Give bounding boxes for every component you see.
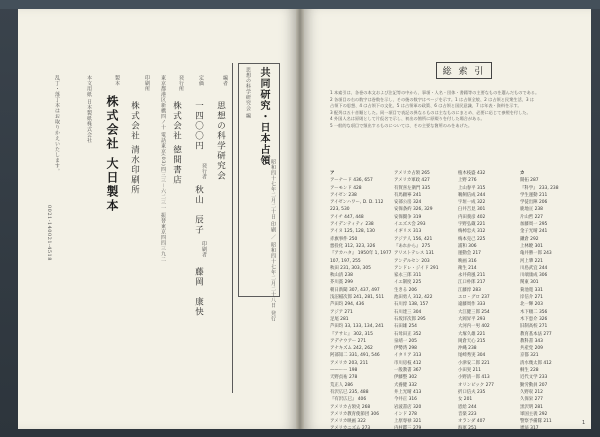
index-entry: 運動会 217 xyxy=(458,251,481,257)
index-entry: 石坂洋次郎 295 xyxy=(394,316,426,322)
index-entry: 木下順二 356 xyxy=(520,309,548,315)
index-columns xyxy=(330,170,576,432)
index-entry: 大河内一男 402 xyxy=(458,324,490,330)
index-entry: 『アカハタ』 1950年 1, 1977 xyxy=(330,251,392,257)
index-entry: アンデルセン 203 xyxy=(394,258,430,264)
book-code: 0021-140021-4518 xyxy=(46,205,52,261)
index-entry: 衛生 214 xyxy=(458,265,477,271)
index-entry: 久保栄 277 xyxy=(520,397,543,403)
index-entry: アーモンド 428 xyxy=(330,185,362,191)
index-entry: 内村鑑三 279 xyxy=(394,426,422,432)
index-entry: アメリカニズム 273 xyxy=(330,426,371,432)
index-entry: エロ・グロ 237 xyxy=(458,295,490,301)
index-entry: 家永三郎 311 xyxy=(394,273,422,279)
index-entry: 警察予備隊 211 xyxy=(520,419,552,425)
index-entry: 宇垣一成 322 xyxy=(458,200,486,206)
index-entry: アジア 271 xyxy=(330,309,353,315)
index-entry: 荒正人 286 xyxy=(330,382,353,388)
editor-name: 思想の科学研究会 xyxy=(215,101,226,181)
index-entry: 有沢広巳 235, 488 xyxy=(330,389,369,395)
index-entry: 江口朴郎 217 xyxy=(458,280,486,286)
index-entry: 鹿地亘 238 xyxy=(520,207,543,213)
index-entry: 映画 316 xyxy=(458,258,477,264)
index-entry: アイヌ 125, 128, 130 xyxy=(330,229,375,235)
index-entry: アイゼン 238 xyxy=(330,192,357,198)
editor-label: 編者 xyxy=(222,75,228,86)
index-entry: 鎌倉 292 xyxy=(520,236,539,242)
binder-name: 株式会社 大日製本 xyxy=(105,95,119,214)
index-entry: アメリカ映画 322 xyxy=(330,419,366,425)
index-entry: 浦和 306 xyxy=(458,243,477,249)
print-house-label: 印刷所 xyxy=(144,75,150,92)
binder-label: 製本 xyxy=(114,75,120,86)
index-entry: 梅棹忠夫 312 xyxy=(458,229,486,235)
index-entry: アメリカ 203, 211 xyxy=(330,360,369,366)
index-entry: 安保闘争 319 xyxy=(394,214,422,220)
index-entry: 折口信夫 235 xyxy=(458,389,486,395)
index-entry: 黒沢明 281 xyxy=(520,404,543,410)
book-gutter xyxy=(296,9,304,429)
index-entry: 223, 530 xyxy=(330,207,350,213)
index-entry: 川島武宜 244 xyxy=(520,265,548,271)
index-section-head: カ xyxy=(520,171,525,176)
index-entry: 阿部知二 331, 491, 546 xyxy=(330,353,380,359)
divider xyxy=(232,63,233,393)
index-entry: オランダ 407 xyxy=(458,419,486,425)
index-entry: 大岡昇平 293 xyxy=(458,316,486,322)
index-entry: 加藤周一 295 xyxy=(520,222,548,228)
index-entry: 朝日新聞 307, 437, 497 xyxy=(330,287,380,293)
index-entry: 107, 197, 255 xyxy=(330,258,361,264)
index-entry: 小津安二郎 221 xyxy=(458,360,490,366)
index-entry: 伊勢湾 298 xyxy=(394,346,417,352)
index-entry: 池田勇人 312, 422 xyxy=(394,295,433,301)
index-entry: 学生運動 211 xyxy=(520,192,548,198)
index-title xyxy=(404,62,524,79)
index-entry: 石母田正 352 xyxy=(394,331,422,337)
series-title: 共同研究・日本占領 xyxy=(258,67,269,166)
index-entry: 小田実 211 xyxy=(458,368,481,374)
index-entry: アイデンティティ 238 xyxy=(330,222,374,228)
index-entry: 宇野弘蔵 221 xyxy=(458,222,486,228)
index-entry: ——ーー 198 xyxy=(330,368,358,374)
index-entry: 有賀喜左衛門 335 xyxy=(394,185,431,191)
index-column-4 xyxy=(520,170,559,433)
index-entry: 赤旗事件 250 xyxy=(330,236,358,242)
index-entry: 京都 321 xyxy=(520,353,539,359)
index-entry: 石川淳 138, 157 xyxy=(394,302,429,308)
index-entry: 上山春平 315 xyxy=(458,185,486,191)
index-entry: 今井正 316 xyxy=(394,397,417,403)
index-entry: 『あれから』 275 xyxy=(394,243,431,249)
index-title-text: 総 索 引 xyxy=(436,62,493,79)
index-entry: 上野 276 xyxy=(458,178,477,184)
index-entry: 教育基本法 277 xyxy=(520,331,552,337)
index-entry: 大塚久雄 221 xyxy=(458,331,486,337)
index-entry: 木下恵介 326 xyxy=(520,316,548,322)
index-note: 5 一般的な項目で頻出するものについては、その主要な箇所のみをあげた。 xyxy=(330,122,473,128)
printer-name: 藤岡 康快 xyxy=(193,267,204,317)
price-value: 一四〇〇円 xyxy=(193,101,204,151)
index-notes xyxy=(330,90,570,130)
book-cover-edge xyxy=(0,0,600,9)
index-note: 2 各項目の右の数字は巻数を示し、その後の数字はページを示す。1 は占領全般、2 は占領と民衆生活、3 は xyxy=(330,96,535,102)
index-entry: 片山哲 227 xyxy=(520,214,543,220)
index-note: 占領下の思想、4 は占領下の文化、5 は占領軍の政策、6 は占領と国民意識、7 は年表・資料を示す。 xyxy=(330,103,522,109)
index-entry: 足尾 281 xyxy=(330,316,349,322)
index-entry: 学徒出陣 206 xyxy=(520,200,548,206)
index-entry: 泉靖一 205 xyxy=(394,338,417,344)
index-entry: 植木枝盛 432 xyxy=(458,171,486,176)
index-entry: イエズス会 293 xyxy=(394,222,426,228)
index-entry: 亀井勝一郎 243 xyxy=(520,251,552,257)
index-note: 3 配列は五十音順とした。同一項目で表記の異なるものは主なものにまとめ、必要に応じて参照を付した。 xyxy=(330,109,531,115)
index-entry: 岩波書店 320 xyxy=(394,404,422,410)
index-entry: イタリア 313 xyxy=(394,353,422,359)
printer-label: 印刷者 xyxy=(201,241,207,258)
index-entry: 梅本克己 225 xyxy=(458,236,486,242)
index-entry: 鵜飼信成 244 xyxy=(458,192,486,198)
index-entry: 沖縄 238 xyxy=(458,346,477,352)
index-entry: 桐生 228 xyxy=(520,368,539,374)
index-entry: 『アサヒ』 302, 315 xyxy=(330,331,373,337)
index-entry: アンドレ・ジイド 291 xyxy=(394,265,439,271)
replacement-notice: 乱丁・落丁本はお取りかえいたします。 xyxy=(54,75,60,174)
index-entry: 関東 301 xyxy=(520,280,539,286)
index-note: 1 本索引は、各巻の本文および注記等の中から、事項・人名・団体・書籍等の主要なものを選んだものである。 xyxy=(330,90,540,95)
index-entry: 軍国主義 292 xyxy=(520,411,548,417)
index-entry: 金子光晴 241 xyxy=(520,229,548,235)
index-entry: 有馬頼寧 241 xyxy=(394,192,422,198)
index-entry: 芦田均 33, 133, 134, 241 xyxy=(330,324,384,330)
index-entry: 永井荷風 211 xyxy=(458,273,486,279)
index-entry: 生きる 206 xyxy=(394,287,417,293)
index-entry: 菊池寛 331 xyxy=(520,287,543,293)
index-entry: アイチ 447, 448 xyxy=(330,214,364,220)
index-entry: 石田雄 254 xyxy=(394,324,417,330)
index-entry: 大江健三郎 254 xyxy=(458,309,490,315)
index-entry: イギリス 313 xyxy=(394,229,422,235)
index-section-head: ア xyxy=(330,171,335,176)
colophon-page xyxy=(18,9,296,429)
index-entry: 久野収 212 xyxy=(520,389,543,395)
index-entry: アデナウアー 271 xyxy=(330,338,366,344)
index-entry: 芦田均 294, 436 xyxy=(330,302,365,308)
index-entry: 女 201 xyxy=(458,397,473,403)
index-entry: インド 278 xyxy=(394,411,417,417)
index-column-2 xyxy=(394,170,439,433)
editor-credit: 思想の科学研究会 編 xyxy=(245,67,251,119)
index-entry: 『科学』 233, 238 xyxy=(520,185,559,191)
index-entry: 臼井吉見 301 xyxy=(458,207,486,213)
index-entry: アメリカ軍政 427 xyxy=(394,178,430,184)
index-entry: 開拓 287 xyxy=(520,178,539,184)
index-entry: 市川房枝 412 xyxy=(394,360,422,366)
index-note: 4 外国人名は原則として片仮名で示し、初出の箇所に原綴りを付した場合がある。 xyxy=(330,116,485,122)
index-entry: 勤労動員 207 xyxy=(520,382,548,388)
index-entry: 天野貞祐 278 xyxy=(330,375,358,381)
index-entry: 共産党 209 xyxy=(520,346,543,352)
index-entry: 遠藤周作 333 xyxy=(458,302,486,308)
index-entry: 岡倉天心 215 xyxy=(458,338,486,344)
issuer-name: 秋山 辰子 xyxy=(193,185,204,235)
index-entry: アメリカ占領 265 xyxy=(394,171,430,176)
index-entry: 憲法 317 xyxy=(520,426,539,432)
index-page xyxy=(304,9,591,432)
issuer-label: 発行者 xyxy=(201,163,207,180)
index-entry: 江藤淳 283 xyxy=(458,287,481,293)
index-entry: 海軍 251 xyxy=(458,426,477,432)
index-entry: 悪役化 312, 323, 326 xyxy=(330,243,376,249)
index-entry: 安部公房 324 xyxy=(394,200,422,206)
index-entry: アナキズム 242, 262 xyxy=(330,346,373,352)
index-entry: 恩給 244 xyxy=(458,404,477,410)
paper-supplier: 本文用紙 日本製紙株式会社 xyxy=(86,75,92,144)
print-dates: 昭和四十七年二月二十日 印刷 ／ 昭和四十七年二月二十八日 発行 xyxy=(270,159,276,322)
index-entry: 尾崎秀実 304 xyxy=(458,353,486,359)
index-entry: アメリカ占領史 268 xyxy=(330,404,371,410)
publisher-address: 東京都港区新橋四ノ十 電話東京(03)四三三－六二三一 振替東京四四三九二 xyxy=(160,75,166,262)
print-house-name: 株式会社 清水印刷所 xyxy=(129,101,140,196)
page-number: 1 xyxy=(582,420,586,426)
index-entry: 清水幾太郎 412 xyxy=(520,360,552,366)
index-entry: 秋田 231, 303, 305 xyxy=(330,265,371,271)
index-entry: 旧制高校 271 xyxy=(520,324,548,330)
index-entry: 上林暁 301 xyxy=(520,243,543,249)
index-entry: 川端康成 306 xyxy=(520,273,548,279)
index-entry: アリストテレス 131 xyxy=(394,251,435,257)
index-entry: 河上肇 221 xyxy=(520,258,543,264)
index-entry: アメリカ教育使節団 306 xyxy=(330,411,379,417)
index-entry: 『有沢広巳』 406 xyxy=(330,397,367,403)
index-column-1 xyxy=(330,170,391,433)
publisher-name: 株式会社 徳間書店 xyxy=(171,101,182,186)
publisher-label: 発行所 xyxy=(178,75,184,92)
index-entry: 内田義彦 402 xyxy=(458,214,486,220)
index-entry: 浅沼稲次郎 241, 281, 511 xyxy=(330,295,385,301)
index-entry: アジア人 156, 421 xyxy=(394,236,433,242)
index-entry: 近代文学 233 xyxy=(520,375,548,381)
index-column-3 xyxy=(458,170,494,433)
index-entry: 音楽 223 xyxy=(458,411,477,417)
index-entry: 秋山清 238 xyxy=(330,273,353,279)
index-entry: イエ制度 225 xyxy=(394,280,422,286)
index-entry: アイゼンハワー, D. D. 112 xyxy=(330,200,384,206)
index-entry: 安保条約 326, 329 xyxy=(394,207,433,213)
index-entry: 北一輝 203 xyxy=(520,302,543,308)
index-entry: 石川達三 304 xyxy=(394,309,422,315)
index-entry: 一般教書 367 xyxy=(394,368,422,374)
index-entry: 小野清一郎 413 xyxy=(458,375,490,381)
index-entry: 岸信介 271 xyxy=(520,295,543,301)
price-label: 定価 xyxy=(198,75,204,86)
index-entry: 犬養健 332 xyxy=(394,382,417,388)
index-entry: 伊藤整 302 xyxy=(394,375,417,381)
index-entry: 上原専禄 321 xyxy=(394,419,422,425)
index-entry: 井上光晴 413 xyxy=(394,389,422,395)
index-entry: オリンピック 277 xyxy=(458,382,494,388)
index-entry: 芥川賞 299 xyxy=(330,280,353,286)
index-entry: アーナード 436, 657 xyxy=(330,178,373,184)
index-entry: 教科書 343 xyxy=(520,338,543,344)
